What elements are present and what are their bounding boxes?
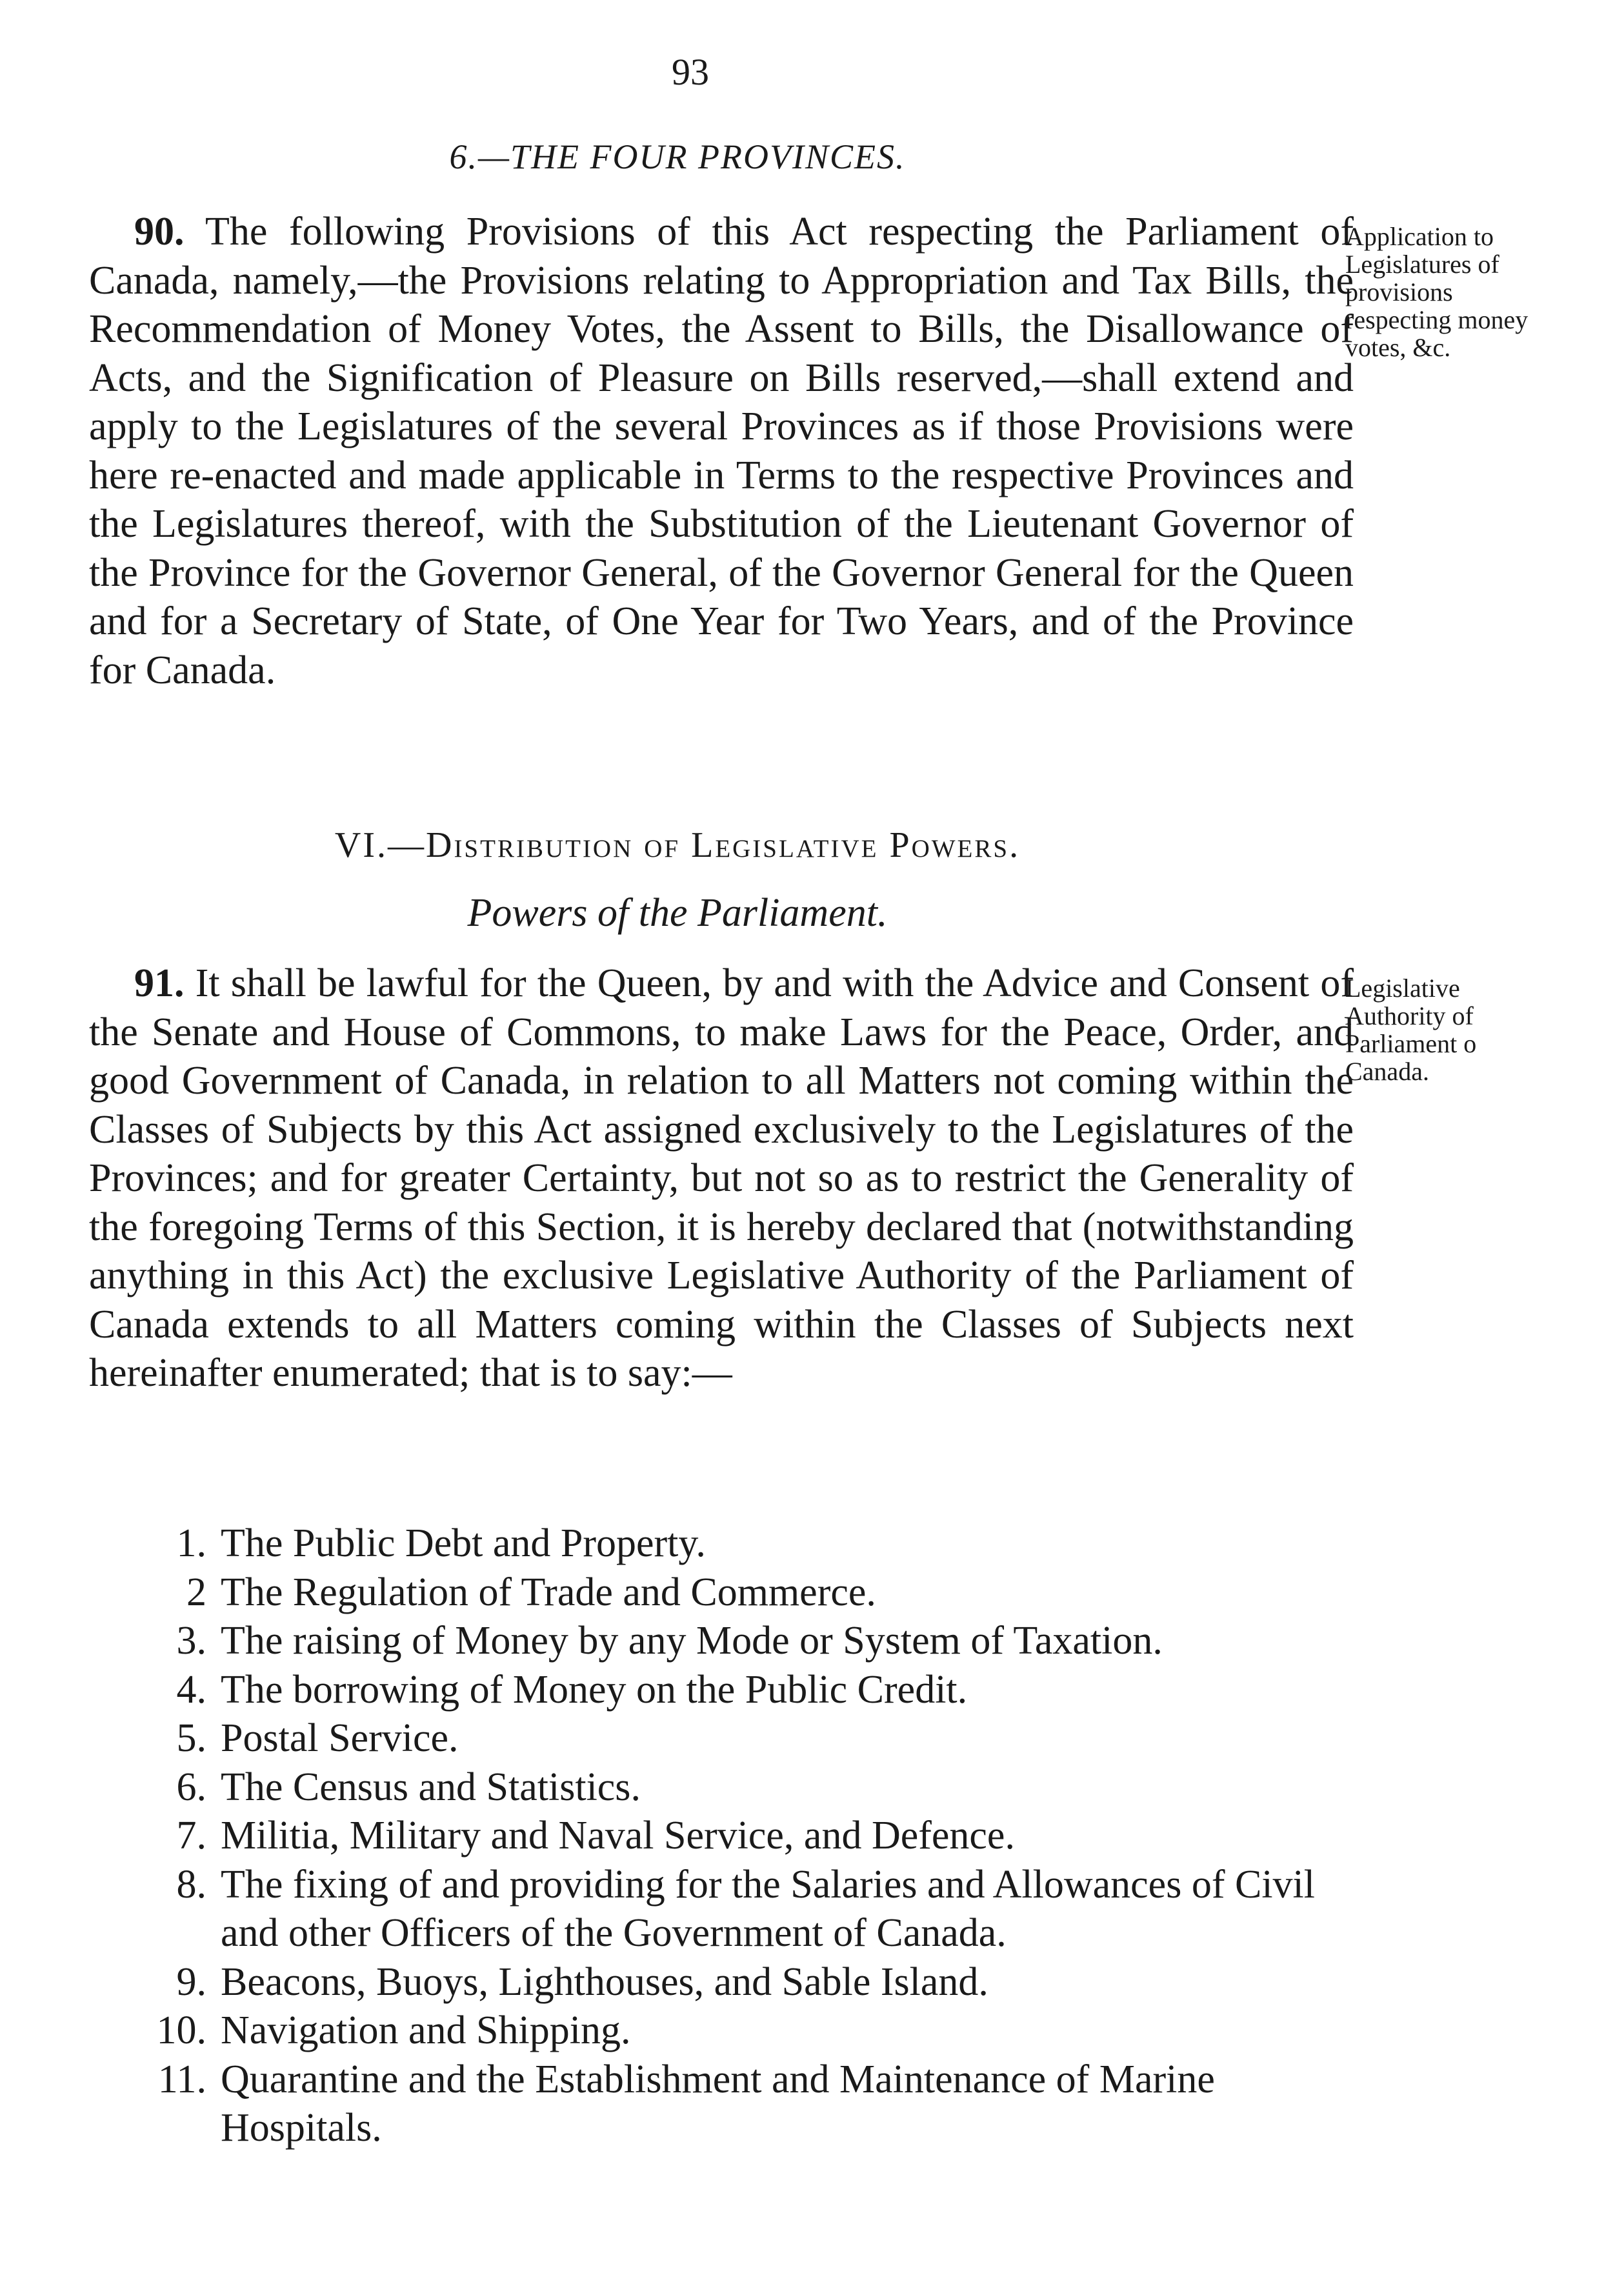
list-item-text: Postal Service. [221,1716,459,1760]
list-item [142,2007,1368,2056]
list-item [142,1812,1368,1861]
list-item-number: 4. [176,1667,206,1712]
list-item-number: 8. [176,1862,206,1907]
section-90-paragraph [89,208,1354,695]
sub-heading: Powers of the Parliament. [467,891,888,935]
list-item-text: The Regulation of Trade and Commerce. [221,1570,876,1614]
list-item-number: 10. [156,2008,206,2052]
list-item-text: The borrowing of Money on the Public Credit. [221,1667,968,1712]
list-item-number: 5. [176,1716,206,1760]
list-item-number: 7. [176,1814,206,1857]
section-90 [89,208,1354,695]
list-item [142,1958,1368,2007]
list-item-text: The Public Debt and Property. [221,1521,706,1565]
list-item [142,2056,1368,2153]
list-item [142,1519,1368,1568]
section-90-marginal-note: Application to Legislatures of provisions respecting money votes, &c. [1345,222,1529,362]
list-item [142,1714,1368,1763]
division-heading: VI.—Distribution of Legislative Powers. [334,825,1021,865]
list-item-text: The Census and Statistics. [221,1765,641,1809]
section-91 [89,959,1354,1398]
list-item [142,1763,1368,1812]
list-item-text: Navigation and Shipping. [221,2008,631,2052]
section-90-text: The following Provisions of this Act respecting the Parliament of Canada, namely,—the Provisions relating to Appropriation and Tax Bills, the Recommendation of Money Votes, the Assent to Bills, the Disallowance of Acts, and the Signification of Pleasure on Bills reserved,—shall extend and apply to the Legislatures of the several Provinces as if those Provisions were here re-enacted and made applicable in Terms to the respective Provinces and the Legislatures thereof, with the Substitution of the Lieutenant Governor of the Province for the Governor General, of the Governor General for the Queen and for a Secretary of State, of One Year for Two Years, and of the Province for Canada. [89,210,1354,692]
list-item [142,1861,1368,1958]
part-heading: 6.—THE FOUR PROVINCES. [449,137,906,176]
list-item-text: Beacons, Buoys, Lighthouses, and Sable Island. [221,1959,988,2004]
list-item-text: The fixing of and providing for the Salaries and Allowances of Civil and other Officers of the Government of Canada. [221,1862,1316,1955]
list-item-text: Militia, Military and Naval Service, and Defence. [221,1814,1015,1857]
list-item-text: Quarantine and the Establishment and Maintenance of Marine Hospitals. [221,2057,1215,2150]
list-item-number: 1. [176,1521,206,1565]
list-item-number: 3. [176,1619,206,1663]
page-number: 93 [672,51,709,93]
list-item-number: 2 [186,1570,206,1614]
section-91-number: 91. [134,961,185,1005]
list-item-number: 11. [157,2057,206,2101]
section-91-paragraph [89,959,1354,1398]
list-item [142,1568,1368,1617]
list-item-number: 6. [176,1765,206,1809]
section-91-marginal-note: Legislative Authority of Parliament o Canada. [1345,974,1477,1086]
list-item [142,1666,1368,1715]
enumerated-list [142,1519,1368,2153]
list-item-text: The raising of Money by any Mode or System of Taxation. [221,1619,1163,1663]
section-90-number: 90. [134,210,185,254]
list-item [142,1617,1368,1666]
section-91-text: It shall be lawful for the Queen, by and with the Advice and Consent of the Senate and House of Commons, to make Laws for the Peace, Order, and good Government of Canada, in relation to all Matters not coming within the Classes of Subjects by this Act assigned exclusively to the Legislatures of the Provinces; and for greater Certainty, but not so as to restrict the Generality of the foregoing Terms of this Section, it is hereby declared that (notwithstanding anything in this Act) the exclusive Legislative Authority of the Parliament of Canada extends to all Matters coming within the Classes of Subjects next hereinafter enumerated; that is to say:— [89,961,1354,1395]
list-item-number: 9. [176,1959,206,2004]
